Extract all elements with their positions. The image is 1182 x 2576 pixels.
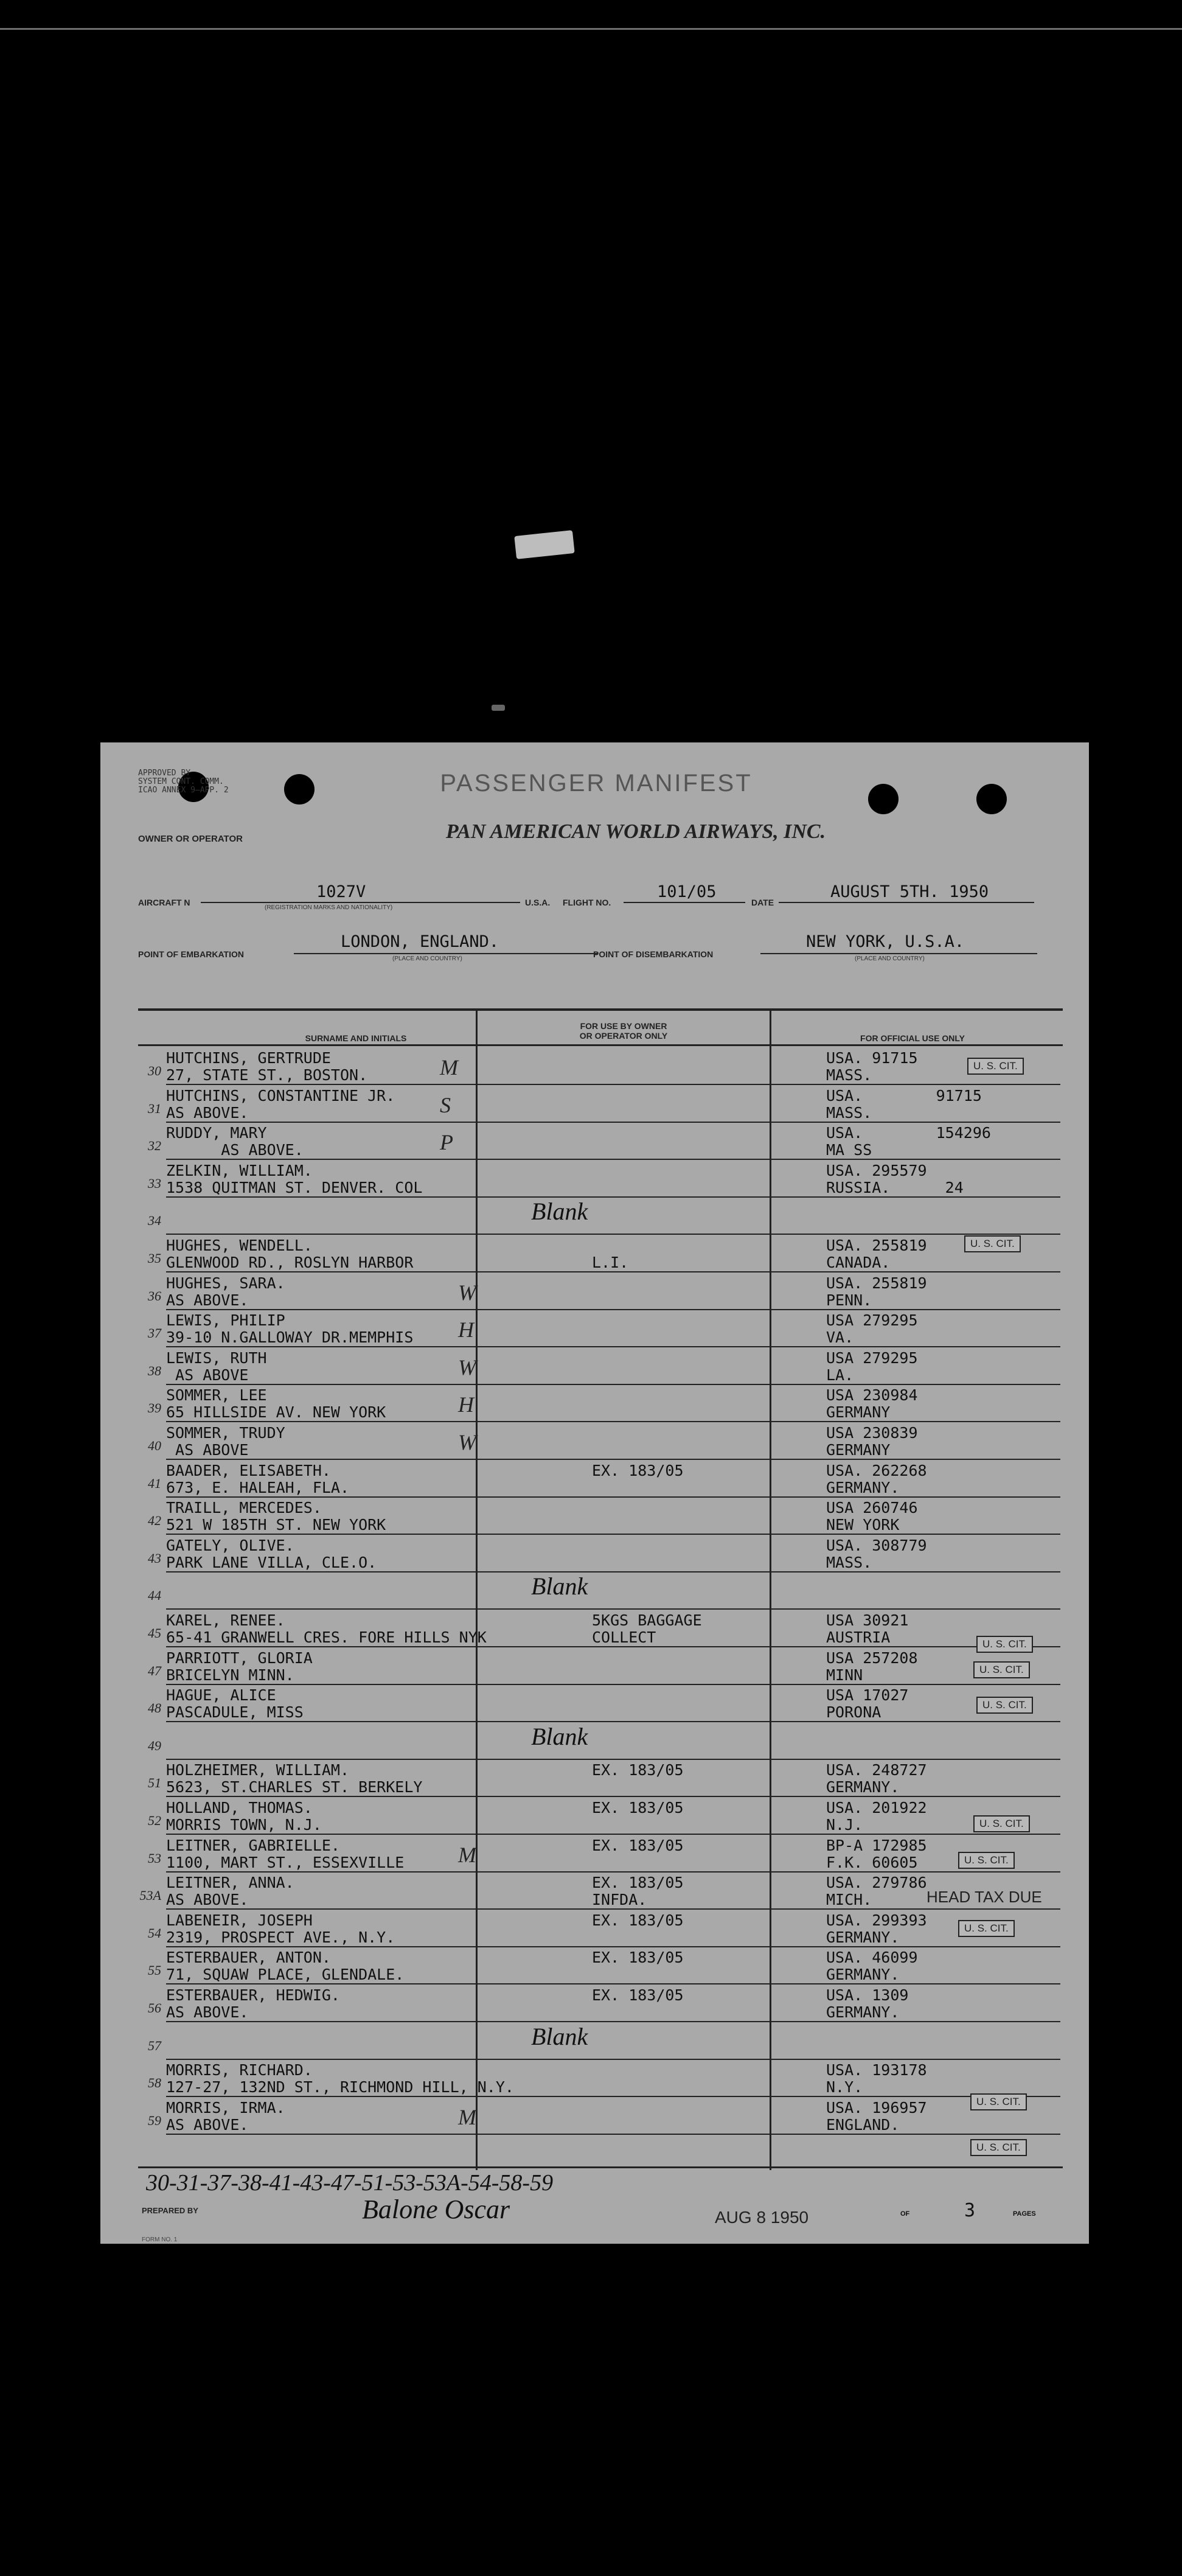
passenger-address: 127-27, 132ND ST., RICHMOND HILL, N.Y.: [166, 2078, 514, 2096]
us-cit-stamp: U. S. CIT.: [973, 1815, 1030, 1832]
official-number: USA. 248727: [826, 1761, 927, 1779]
operator-note: EX. 183/05: [592, 1761, 684, 1779]
table-row: [142, 1199, 1060, 1235]
us-cit-stamp: U. S. CIT.: [958, 1920, 1015, 1937]
passenger-name: KAREL, RENEE.: [166, 1611, 285, 1629]
handwritten-mark: W: [458, 1355, 476, 1380]
date-label: DATE: [751, 898, 774, 907]
embark-label: POINT OF EMBARKATION: [138, 949, 244, 959]
passenger-address: AS ABOVE.: [166, 1891, 249, 1909]
operator-note: Blank: [531, 1198, 588, 1226]
passenger-name: HUGHES, WENDELL.: [166, 1237, 313, 1254]
operator-note: Blank: [531, 1722, 588, 1750]
official-number: USA 230839: [826, 1424, 918, 1442]
official-number: USA. 46099: [826, 1949, 918, 1967]
row-number: 56: [148, 2000, 161, 2016]
table-row: [142, 1387, 1060, 1422]
table-row: [142, 1050, 1060, 1085]
punch-hole: [284, 774, 315, 805]
passenger-name: LEITNER, GABRIELLE.: [166, 1836, 340, 1854]
passenger-address: AS ABOVE: [166, 1441, 249, 1459]
operator-note: COLLECT: [592, 1628, 656, 1646]
official-number: USA. 279786: [826, 1874, 927, 1892]
row-number: 30: [148, 1063, 161, 1078]
official-number: USA. 154296: [826, 1124, 991, 1142]
official-number: USA 30921: [826, 1611, 909, 1629]
passenger-address: AS ABOVE.: [166, 2003, 249, 2021]
row-number: 53A: [139, 1888, 161, 1904]
passenger-name: SOMMER, LEE: [166, 1386, 267, 1405]
official-origin: F.K. 60605: [826, 1853, 918, 1871]
owner-label: OWNER OR OPERATOR: [138, 834, 243, 844]
table-row: [142, 1837, 1060, 1873]
row-rule: [166, 1608, 1060, 1610]
passenger-address: AS ABOVE.: [166, 2115, 249, 2134]
operator-note: INFDA.: [592, 1891, 647, 1909]
passenger-name: HUGHES, SARA.: [166, 1274, 285, 1292]
row-number: 49: [148, 1737, 161, 1753]
row-rule: [166, 1834, 1060, 1835]
passenger-name: HUTCHINS, GERTRUDE: [166, 1049, 331, 1067]
prepared-by-label: PREPARED BY: [142, 2206, 198, 2215]
official-origin: GERMANY: [826, 1441, 891, 1459]
disembark-value: NEW YORK, U.S.A.: [806, 932, 965, 951]
row-number: 55: [148, 1963, 161, 1978]
row-number: 31: [148, 1100, 161, 1116]
official-origin: PENN.: [826, 1291, 872, 1309]
row-rule: [166, 1271, 1060, 1272]
passenger-name: RUDDY, MARY: [166, 1124, 267, 1142]
handwritten-mark: M: [458, 2104, 476, 2129]
approval-note: APPROVED BY SYSTEM CONT. COMM. ICAO ANNEX 9—APP. 2: [138, 769, 229, 795]
row-rule: [166, 1159, 1060, 1160]
date-value: AUGUST 5TH. 1950: [830, 882, 989, 901]
table-row: [142, 1087, 1060, 1123]
official-number: USA 17027: [826, 1686, 909, 1705]
passenger-name: ESTERBAUER, ANTON.: [166, 1949, 331, 1967]
us-cit-stamp: U. S. CIT.: [967, 1058, 1024, 1075]
table-row: [142, 2062, 1060, 2097]
passenger-name: TRAILL, MERCEDES.: [166, 1499, 322, 1517]
table-row: [142, 1237, 1060, 1272]
official-origin: RUSSIA. 24: [826, 1178, 964, 1196]
passenger-name: ZELKIN, WILLIAM.: [166, 1161, 313, 1179]
passenger-name: LABENEIR, JOSEPH: [166, 1911, 313, 1929]
official-number: USA. 255819: [826, 1237, 927, 1254]
passenger-name: SOMMER, TRUDY: [166, 1424, 285, 1442]
paper-fragment: [514, 530, 574, 559]
operator-note: Blank: [531, 1572, 588, 1600]
passenger-name: GATELY, OLIVE.: [166, 1536, 294, 1554]
official-number: USA. 299393: [826, 1911, 927, 1929]
official-number: USA. 91715: [826, 1086, 982, 1105]
table-row: [142, 1687, 1060, 1722]
table-top-rule: [138, 1008, 1063, 1011]
us-cit-stamp: U. S. CIT.: [970, 2093, 1027, 2110]
official-number: USA. 308779: [826, 1536, 927, 1554]
embark-value: LONDON, ENGLAND.: [341, 932, 499, 951]
table-row: [142, 1912, 1060, 1947]
row-number: 41: [148, 1475, 161, 1491]
passenger-address: 65-41 GRANWELL CRES. FORE HILLS NYK: [166, 1628, 487, 1646]
embark-sub: (PLACE AND COUNTRY): [392, 955, 462, 962]
official-number: USA 279295: [826, 1311, 918, 1330]
passenger-address: PARK LANE VILLA, CLE.O.: [166, 1553, 377, 1571]
us-cit-stamp: U. S. CIT.: [973, 1661, 1030, 1678]
official-origin: CANADA.: [826, 1254, 891, 1271]
row-number: 37: [148, 1325, 161, 1341]
flight-label: FLIGHT NO.: [563, 898, 611, 907]
of-label: OF: [900, 2210, 910, 2218]
passenger-address: 2319, PROSPECT AVE., N.Y.: [166, 1928, 395, 1946]
table-row: [142, 1125, 1060, 1160]
official-number: USA. 1309: [826, 1986, 909, 2004]
passenger-name: LEWIS, RUTH: [166, 1349, 267, 1367]
aircraft-label: AIRCRAFT N: [138, 898, 190, 907]
handwritten-seat-list: 30-31-37-38-41-43-47-51-53-53A-54-58-59: [146, 2170, 554, 2196]
row-rule: [166, 1459, 1060, 1460]
row-rule: [166, 1496, 1060, 1498]
passenger-name: PARRIOTT, GLORIA: [166, 1649, 313, 1667]
official-origin: NEW YORK: [826, 1516, 900, 1534]
table-row: [142, 1987, 1060, 2022]
flight-rule: [624, 902, 745, 903]
row-rule: [166, 1384, 1060, 1385]
row-rule: [166, 2059, 1060, 2060]
handwritten-mark: S: [440, 1092, 451, 1117]
disembark-rule: [760, 953, 1037, 954]
official-number: USA. 196957: [826, 2098, 927, 2117]
row-number: 38: [148, 1363, 161, 1378]
row-rule: [166, 1084, 1060, 1085]
handwritten-mark: P: [440, 1130, 453, 1155]
table-row: [142, 1949, 1060, 1984]
passenger-name: HOLLAND, THOMAS.: [166, 1799, 313, 1817]
row-number: 39: [148, 1400, 161, 1416]
table-row: [142, 1425, 1060, 1460]
operator-note: EX. 183/05: [592, 1986, 684, 2004]
official-number: USA. 201922: [826, 1799, 927, 1817]
row-number: 47: [148, 1663, 161, 1678]
row-rule: [166, 1421, 1060, 1422]
passenger-address: GLENWOOD RD., ROSLYN HARBOR: [166, 1254, 414, 1271]
handwritten-mark: M: [440, 1055, 458, 1080]
passenger-address: 1538 QUITMAN ST. DENVER. COL: [166, 1178, 423, 1196]
passenger-address: AS ABOVE.: [166, 1291, 249, 1309]
row-number: 44: [148, 1588, 161, 1604]
operator-note: Blank: [531, 2022, 588, 2050]
official-origin: GERMANY.: [826, 1928, 900, 1946]
paper-speck: [492, 705, 505, 711]
official-number: USA 230984: [826, 1386, 918, 1405]
official-origin: GERMANY: [826, 1403, 891, 1422]
passenger-address: 521 W 185TH ST. NEW YORK: [166, 1516, 386, 1534]
operator-note: EX. 183/05: [592, 1911, 684, 1929]
official-origin: LA.: [826, 1366, 854, 1384]
row-rule: [166, 2021, 1060, 2022]
operator-note: EX. 183/05: [592, 1461, 684, 1479]
row-rule: [166, 2096, 1060, 2097]
official-origin: GERMANY.: [826, 2003, 900, 2021]
official-number: USA. 91715: [826, 1049, 918, 1067]
passenger-address: 1100, MART ST., ESSEXVILLE: [166, 1853, 405, 1871]
official-origin: GERMANY.: [826, 1778, 900, 1796]
row-rule: [166, 1796, 1060, 1797]
official-origin: MICH.: [826, 1891, 872, 1909]
table-row: [142, 2022, 1060, 2060]
us-cit-stamp: U. S. CIT.: [958, 1852, 1015, 1869]
passenger-address: PASCADULE, MISS: [166, 1703, 304, 1722]
official-number: BP-A 172985: [826, 1836, 927, 1854]
row-number: 48: [148, 1700, 161, 1716]
passenger-address: 71, SQUAW PLACE, GLENDALE.: [166, 1966, 405, 1984]
top-edge-line: [0, 28, 1182, 30]
country-value: U.S.A.: [525, 898, 551, 907]
row-rule: [166, 1234, 1060, 1235]
official-origin: VA.: [826, 1328, 854, 1347]
airline-name: PAN AMERICAN WORLD AIRWAYS, INC.: [445, 820, 826, 843]
date-rule: [779, 902, 1034, 903]
table-row: [142, 1650, 1060, 1685]
passenger-name: HOLZHEIMER, WILLIAM.: [166, 1761, 350, 1779]
handwritten-mark: H: [458, 1318, 474, 1342]
operator-note: EX. 183/05: [592, 1874, 684, 1892]
official-number: USA 257208: [826, 1649, 918, 1667]
punch-hole: [976, 784, 1007, 814]
table-row: [142, 1799, 1060, 1835]
official-origin: MASS.: [826, 1103, 872, 1122]
disembark-label: POINT OF DISEMBARKATION: [593, 949, 714, 959]
head-tax-stamp: HEAD TAX DUE: [926, 1888, 1042, 1906]
us-cit-stamp: U. S. CIT.: [976, 1697, 1033, 1714]
manifest-sheet: [100, 742, 1089, 2244]
row-rule: [166, 1122, 1060, 1123]
row-number: 43: [148, 1550, 161, 1566]
passenger-address: AS ABOVE.: [166, 1103, 249, 1122]
aircraft-sub: (REGISTRATION MARKS AND NATIONALITY): [265, 904, 393, 911]
passenger-name: BAADER, ELISABETH.: [166, 1461, 331, 1479]
official-number: USA. 193178: [826, 2061, 927, 2079]
official-origin: N.Y.: [826, 2078, 863, 2096]
handwritten-mark: W: [458, 1280, 476, 1305]
official-number: USA. 262268: [826, 1461, 927, 1479]
table-row: [142, 1762, 1060, 1797]
table-row: [142, 1722, 1060, 1760]
table-row: [142, 2100, 1060, 2135]
passenger-name: MORRIS, RICHARD.: [166, 2061, 313, 2079]
official-origin: MINN: [826, 1666, 863, 1684]
passenger-address: BRICELYN MINN.: [166, 1666, 294, 1684]
official-origin: GERMANY.: [826, 1966, 900, 1984]
passenger-name: MORRIS, IRMA.: [166, 2098, 285, 2117]
passenger-name: HUTCHINS, CONSTANTINE JR.: [166, 1086, 395, 1105]
row-number: 40: [148, 1438, 161, 1453]
table-bottom-rule: [138, 2166, 1063, 2168]
table-row: [142, 1612, 1060, 1647]
passenger-address: 39-10 N.GALLOWAY DR.MEMPHIS: [166, 1328, 414, 1347]
official-origin: N.J.: [826, 1816, 863, 1834]
handwritten-mark: W: [458, 1430, 476, 1454]
row-rule: [166, 2134, 1060, 2135]
row-rule: [166, 1309, 1060, 1310]
pages-label: PAGES: [1013, 2210, 1036, 2218]
passenger-name: HAGUE, ALICE: [166, 1686, 276, 1705]
us-cit-stamp: U. S. CIT.: [970, 2139, 1027, 2156]
col-header-names: SURNAME AND INITIALS: [305, 1033, 407, 1043]
operator-note: EX. 183/05: [592, 1836, 684, 1854]
col-header-owner: FOR USE BY OWNER OR OPERATOR ONLY: [579, 1021, 668, 1041]
official-number: USA. 255819: [826, 1274, 927, 1292]
official-origin: MASS.: [826, 1553, 872, 1571]
row-number: 54: [148, 1925, 161, 1941]
aircraft-rule: [201, 902, 520, 903]
manifest-title: PASSENGER MANIFEST: [440, 770, 753, 797]
operator-note: EX. 183/05: [592, 1949, 684, 1967]
passenger-address: AS ABOVE: [166, 1366, 249, 1384]
row-number: 59: [148, 2112, 161, 2128]
row-number: 45: [148, 1625, 161, 1641]
us-cit-stamp: U. S. CIT.: [964, 1235, 1021, 1252]
table-row: [142, 1312, 1060, 1347]
table-row: [142, 1162, 1060, 1198]
passenger-address: AS ABOVE.: [166, 1141, 304, 1159]
row-rule: [166, 1346, 1060, 1347]
handwritten-mark: M: [458, 1842, 476, 1867]
table-row: [142, 1537, 1060, 1572]
handwritten-mark: H: [458, 1392, 474, 1417]
row-number: 53: [148, 1850, 161, 1866]
row-rule: [166, 1196, 1060, 1198]
passenger-name: LEWIS, PHILIP: [166, 1311, 285, 1330]
table-row: [142, 1499, 1060, 1535]
row-number: 32: [148, 1138, 161, 1154]
official-number: USA 279295: [826, 1349, 918, 1367]
row-rule: [166, 1908, 1060, 1910]
aircraft-value: 1027V: [316, 882, 366, 901]
us-cit-stamp: U. S. CIT.: [976, 1636, 1033, 1653]
date-stamp: AUG 8 1950: [715, 2208, 809, 2227]
official-origin: GERMANY.: [826, 1478, 900, 1496]
row-number: 34: [148, 1213, 161, 1229]
flight-value: 101/05: [657, 882, 717, 901]
operator-note: 5KGS BAGGAGE: [592, 1611, 702, 1629]
operator-note: L.I.: [592, 1254, 629, 1271]
official-number: USA 260746: [826, 1499, 918, 1517]
row-number: 33: [148, 1175, 161, 1191]
row-rule: [166, 1871, 1060, 1873]
row-rule: [166, 1983, 1060, 1984]
row-number: 52: [148, 1813, 161, 1828]
row-rule: [166, 1571, 1060, 1572]
table-row: [142, 1350, 1060, 1385]
table-row: [142, 1574, 1060, 1610]
row-rule: [166, 1534, 1060, 1535]
row-number: 36: [148, 1288, 161, 1304]
passenger-address: 27, STATE ST., BOSTON.: [166, 1066, 368, 1084]
embark-rule: [294, 953, 598, 954]
table-row: [142, 1462, 1060, 1498]
official-origin: MASS.: [826, 1066, 872, 1084]
passenger-address: MORRIS TOWN, N.J.: [166, 1816, 322, 1834]
row-rule: [166, 1646, 1060, 1647]
preparer-signature: Balone Oscar: [362, 2194, 510, 2224]
row-number: 42: [148, 1513, 161, 1529]
official-origin: AUSTRIA: [826, 1628, 891, 1646]
form-code: FORM NO. 1: [142, 2236, 178, 2243]
official-origin: MA SS: [826, 1141, 872, 1159]
official-origin: ENGLAND.: [826, 2115, 900, 2134]
row-number: 51: [148, 1775, 161, 1791]
official-number: USA. 295579: [826, 1161, 927, 1179]
passenger-address: 65 HILLSIDE AV. NEW YORK: [166, 1403, 386, 1422]
row-rule: [166, 1684, 1060, 1685]
row-number: 58: [148, 2075, 161, 2091]
row-number: 35: [148, 1251, 161, 1266]
page-count: 3: [964, 2200, 976, 2221]
row-rule: [166, 1721, 1060, 1722]
passenger-name: LEITNER, ANNA.: [166, 1874, 294, 1892]
punch-hole: [868, 784, 899, 814]
col-header-official: FOR OFFICIAL USE ONLY: [860, 1033, 965, 1043]
row-rule: [166, 1946, 1060, 1947]
passenger-address: 5623, ST.CHARLES ST. BERKELY: [166, 1778, 423, 1796]
table-row: [142, 1275, 1060, 1310]
table-header-rule: [138, 1044, 1063, 1046]
disembark-sub: (PLACE AND COUNTRY): [855, 955, 925, 962]
row-number: 57: [148, 2037, 161, 2053]
official-origin: PORONA: [826, 1703, 881, 1722]
row-rule: [166, 1759, 1060, 1760]
operator-note: EX. 183/05: [592, 1799, 684, 1817]
passenger-address: 673, E. HALEAH, FLA.: [166, 1478, 350, 1496]
passenger-name: ESTERBAUER, HEDWIG.: [166, 1986, 340, 2004]
